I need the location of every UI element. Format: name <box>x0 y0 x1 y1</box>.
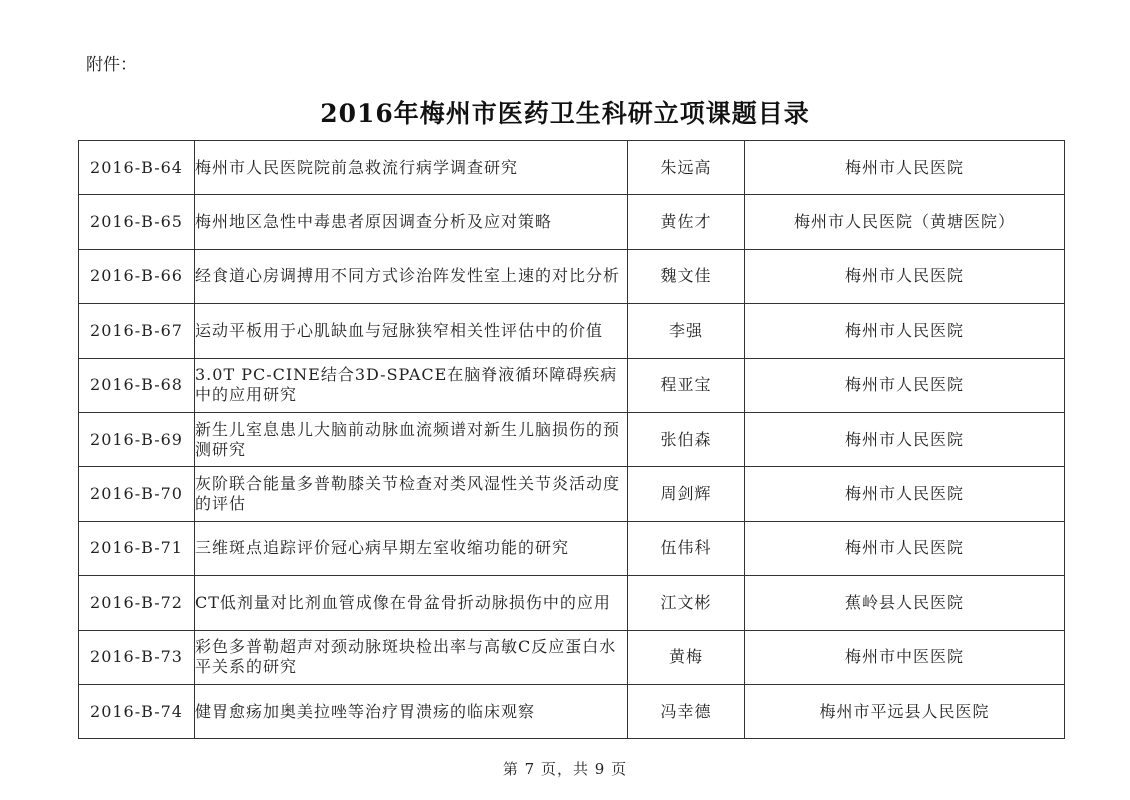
table-row <box>79 195 1065 249</box>
table-row <box>79 576 1065 630</box>
project-title-cell: 梅州地区急性中毒患者原因调查分析及应对策略 <box>195 195 628 249</box>
project-title-cell: 经食道心房调搏用不同方式诊治阵发性室上速的对比分析 <box>195 249 628 303</box>
project-id-cell: 2016-B-71 <box>79 521 195 575</box>
table-row <box>79 684 1065 738</box>
project-lead-cell: 程亚宝 <box>628 358 745 412</box>
project-id-cell: 2016-B-70 <box>79 467 195 521</box>
project-title-cell: 三维斑点追踪评价冠心病早期左室收缩功能的研究 <box>195 521 628 575</box>
table-row <box>79 412 1065 466</box>
institution-cell: 梅州市人民医院 <box>745 412 1065 466</box>
table-row <box>79 358 1065 412</box>
project-id-cell: 2016-B-73 <box>79 630 195 684</box>
attachment-label: 附件： <box>86 55 137 75</box>
institution-cell: 梅州市人民医院 <box>745 141 1065 195</box>
institution-cell: 梅州市人民医院 <box>745 521 1065 575</box>
table-row <box>79 249 1065 303</box>
project-id-cell: 2016-B-74 <box>79 684 195 738</box>
project-id-cell: 2016-B-65 <box>79 195 195 249</box>
project-id-cell: 2016-B-69 <box>79 412 195 466</box>
project-lead-cell: 魏文佳 <box>628 249 745 303</box>
table-row <box>79 521 1065 575</box>
project-lead-cell: 江文彬 <box>628 576 745 630</box>
project-title-cell: CT低剂量对比剂血管成像在骨盆骨折动脉损伤中的应用 <box>195 576 628 630</box>
project-id-cell: 2016-B-72 <box>79 576 195 630</box>
institution-cell: 梅州市人民医院 <box>745 467 1065 521</box>
project-lead-cell: 张伯森 <box>628 412 745 466</box>
table-row <box>79 630 1065 684</box>
institution-cell: 梅州市人民医院 <box>745 249 1065 303</box>
table-row <box>79 304 1065 358</box>
institution-cell: 梅州市人民医院 <box>745 358 1065 412</box>
project-title-cell: 健胃愈疡加奥美拉唑等治疗胃溃疡的临床观察 <box>195 684 628 738</box>
page-footer: 第 7 页，共 9 页 <box>502 760 628 778</box>
project-lead-cell: 朱远高 <box>628 141 745 195</box>
project-id-cell: 2016-B-66 <box>79 249 195 303</box>
project-id-cell: 2016-B-68 <box>79 358 195 412</box>
institution-cell: 蕉岭县人民医院 <box>745 576 1065 630</box>
project-lead-cell: 李强 <box>628 304 745 358</box>
project-title-cell: 梅州市人民医院院前急救流行病学调查研究 <box>195 141 628 195</box>
project-lead-cell: 黄梅 <box>628 630 745 684</box>
project-lead-cell: 周剑辉 <box>628 467 745 521</box>
project-id-cell: 2016-B-64 <box>79 141 195 195</box>
institution-cell: 梅州市人民医院 <box>745 304 1065 358</box>
project-title-cell: 运动平板用于心肌缺血与冠脉狭窄相关性评估中的价值 <box>195 304 628 358</box>
project-id-cell: 2016-B-67 <box>79 304 195 358</box>
document-title: 2016年梅州市医药卫生科研立项课题目录 <box>320 99 810 128</box>
project-title-cell: 灰阶联合能量多普勒膝关节检查对类风湿性关节炎活动度的评估 <box>195 467 628 521</box>
project-title-cell: 3.0T PC-CINE结合3D-SPACE在脑脊液循环障碍疾病中的应用研究 <box>195 358 628 412</box>
institution-cell: 梅州市中医医院 <box>745 630 1065 684</box>
institution-cell: 梅州市人民医院（黄塘医院） <box>745 195 1065 249</box>
project-catalog-table <box>78 140 1065 739</box>
table-row <box>79 141 1065 195</box>
project-catalog-body <box>79 141 1065 739</box>
project-title-cell: 新生儿室息患儿大脑前动脉血流频谱对新生儿脑损伤的预测研究 <box>195 412 628 466</box>
project-title-cell: 彩色多普勒超声对颈动脉斑块检出率与高敏C反应蛋白水平关系的研究 <box>195 630 628 684</box>
project-lead-cell: 黄佐才 <box>628 195 745 249</box>
project-lead-cell: 伍伟科 <box>628 521 745 575</box>
table-row <box>79 467 1065 521</box>
institution-cell: 梅州市平远县人民医院 <box>745 684 1065 738</box>
project-lead-cell: 冯幸德 <box>628 684 745 738</box>
